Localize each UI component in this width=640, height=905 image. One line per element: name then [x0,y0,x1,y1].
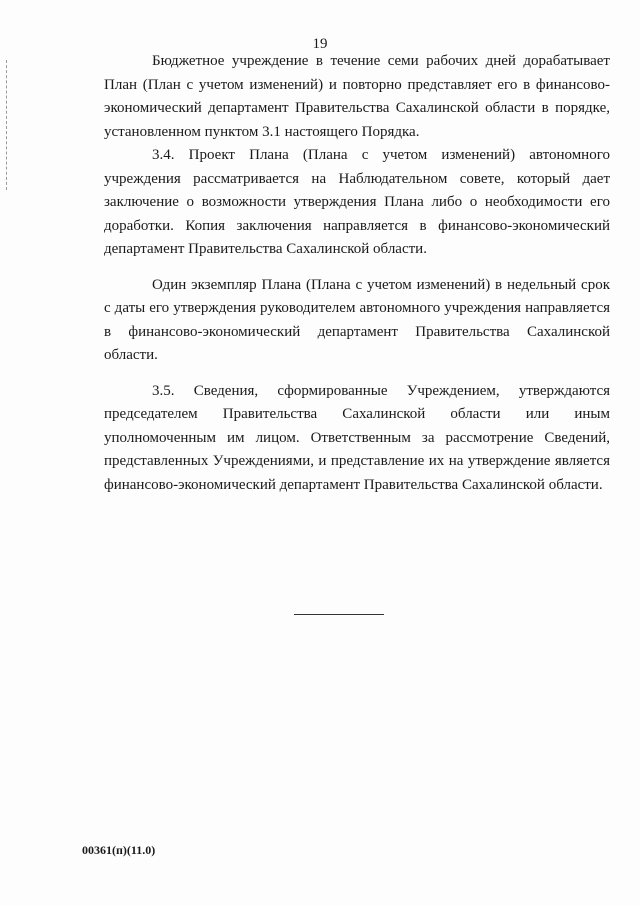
footer-code: 00361(п)(11.0) [82,843,156,857]
separator-line [294,614,384,615]
spacer [104,368,610,380]
paragraph-2: 3.4. Проект Плана (Плана с учетом изменений) автономного учреждения рассматривается на Наблюдательном совете, который дает заключение о возможности утверждения Плана либо о необходимости его доработки. Копия заключения направляется в финансово-экономический департамент Правительства Сахалинской области. [104,147,610,257]
margin-marks [6,60,9,190]
paragraph-1: Бюджетное учреждение в течение семи рабочих дней дорабатывает План (План с учетом изменений) и повторно представляет его в финансово-экономический департамент Правительства Сахалинской области в порядке, установленном пунктом 3.1 настоящего Порядка. [104,53,610,140]
page-number: 19 [312,36,328,52]
spacer [104,262,610,274]
paragraph-4: 3.5. Сведения, сформированные Учреждением, утверждаются председателем Правительства Сахалинской области или иным уполномоченным им лицом. Ответственным за рассмотрение Сведений, представленных Учреждениями, и представление их на утверждение является финансово-экономический департамент Правительства Сахалинской области. [104,382,610,493]
document-body [104,50,610,497]
paragraph-3: Один экземпляр Плана (Плана с учетом изменений) в недельный срок с даты его утверждения руководителем автономного учреждения направляется в финансово-экономический департамент Правительства Сахалинской области. [104,276,610,363]
